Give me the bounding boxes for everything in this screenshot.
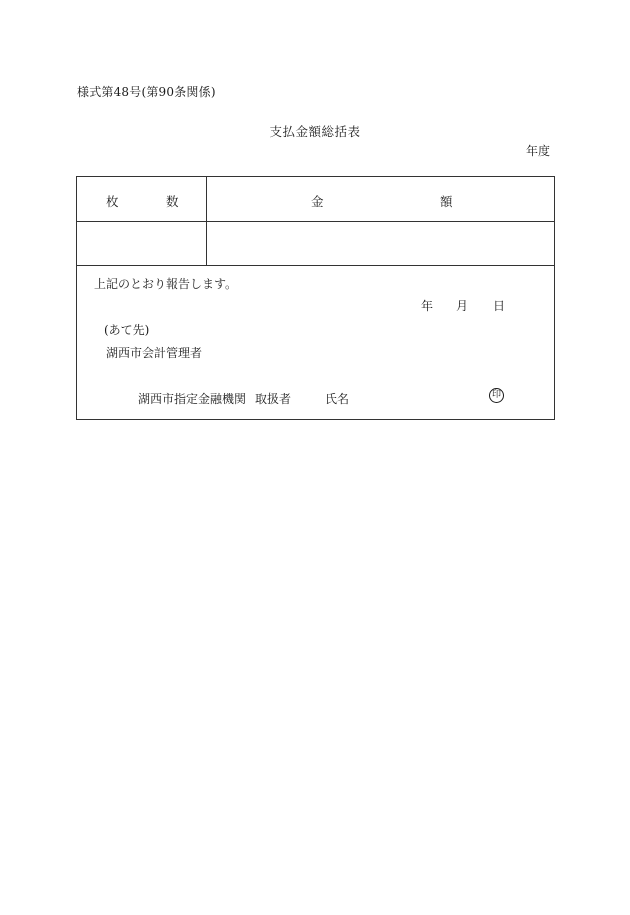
header-divider	[77, 221, 554, 222]
column-divider	[206, 177, 207, 265]
form-number: 様式第48号(第90条関係)	[77, 85, 216, 99]
amount-header-char-2: 額	[440, 194, 453, 209]
date-month-label: 月	[456, 299, 469, 313]
body-divider	[77, 265, 554, 266]
amount-header-char-1: 金	[311, 194, 324, 209]
report-statement: 上記のとおり報告します。	[94, 277, 238, 291]
addressee-label: (あて先)	[104, 323, 150, 337]
date-year-label: 年	[421, 299, 434, 313]
count-header-char-1: 枚	[106, 194, 119, 209]
summary-form-frame	[76, 176, 555, 420]
designated-bank: 湖西市指定金融機関	[138, 392, 247, 406]
date-day-label: 日	[493, 299, 506, 313]
fiscal-year-label: 年度	[526, 144, 551, 158]
handler-label: 取扱者	[255, 392, 292, 406]
addressee: 湖西市会計管理者	[106, 346, 203, 360]
count-header-char-2: 数	[166, 194, 179, 209]
seal-mark-icon: 印	[489, 388, 504, 403]
document-title: 支払金額総括表	[269, 124, 361, 139]
name-label: 氏名	[325, 392, 350, 406]
